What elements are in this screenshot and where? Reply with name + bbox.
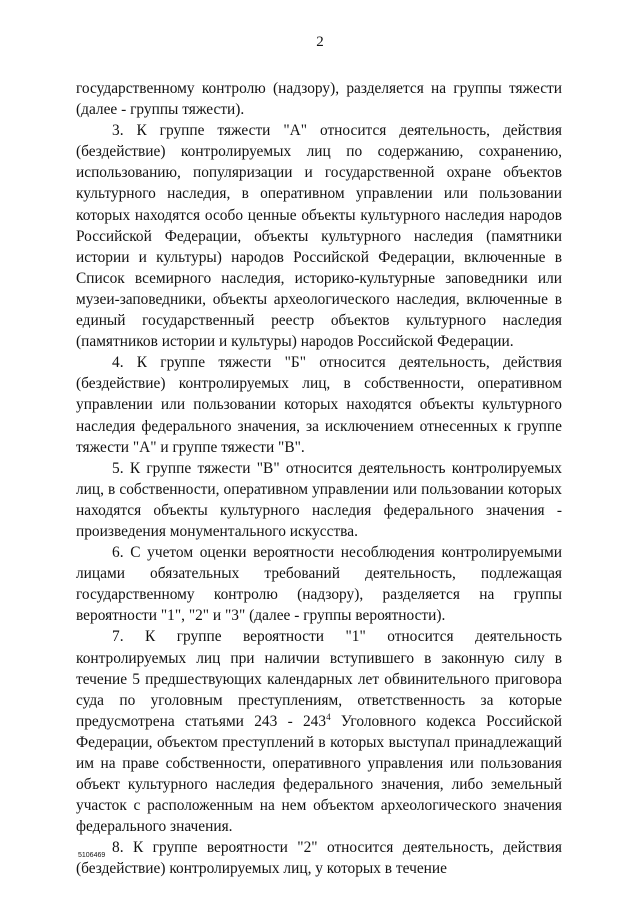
paragraph-continuation: государственному контролю (надзору), разделяется на группы тяжести (далее - группы тяжести). [76, 80, 562, 119]
paragraph-6: 6. С учетом оценки вероятности несоблюдения контролируемыми лицами обязательных требований деятельность, подлежащая государственному контролю (надзору), разделяется на группы вероятности "1", "2" и "3" (далее - группы вероятности). [76, 544, 562, 625]
paragraph-5: 5. К группе тяжести "В" относится деятельность контролируемых лиц, в собственности, оперативном управлении или пользовании которых находятся объекты культурного наследия федерального значения - произведения монументального искусства. [76, 459, 562, 540]
paragraph-8: 8. К группе вероятности "2" относится деятельность, действия (бездействие) контролируемых лиц, у которых в течение [76, 839, 562, 878]
paragraph-7-text-before: 7. К группе вероятности "1" относится деятельность контролируемых лиц при наличии вступившего в законную силу в течение 5 предшествующих календарных лет обвинительного приговора суда по уголовным преступлениям, ответственность за которые предусмотрена статьями 243 - 243 [76, 628, 562, 730]
document-code: 5106469 [78, 852, 106, 859]
document-body [76, 78, 562, 880]
paragraph-3: 3. К группе тяжести "А" относится деятельность, действия (бездействие) контролируемых лиц по содержанию, сохранению, использованию, популяризации и государственной охране объектов культурного наследия, в оперативном управлении или пользовании которых находятся особо ценные объекты культурного наследия народов Российской Федерации, объекты культурного наследия (памятники истории и культуры) народов Российской Федерации, включенные в Список всемирного наследия, историко-культурные заповедники или музеи-заповедники, объекты археологического наследия, включенные в единый государственный реестр объектов культурного наследия (памятников истории и культуры) народов Российской Федерации. [76, 122, 562, 351]
paragraph-4: 4. К группе тяжести "Б" относится деятельность, действия (бездействие) контролируемых лиц, в собственности, оперативном управлении или пользовании которых находятся объекты культурного наследия федерального значения, за исключением отнесенных к группе тяжести "А" и группе тяжести "В". [76, 354, 562, 456]
article-superscript: 4 [326, 711, 331, 722]
paragraph-7 [76, 626, 562, 837]
paragraph-7-text-after: Уголовного кодекса Российской Федерации, объектом преступлений в которых выступал принадлежащий им на праве собственности, оперативного управления или пользования объект культурного наследия федерального значения, либо земельный участок с расположенным на нем объектом археологического значения федерального значения. [76, 712, 562, 836]
page-number: 2 [316, 34, 324, 50]
